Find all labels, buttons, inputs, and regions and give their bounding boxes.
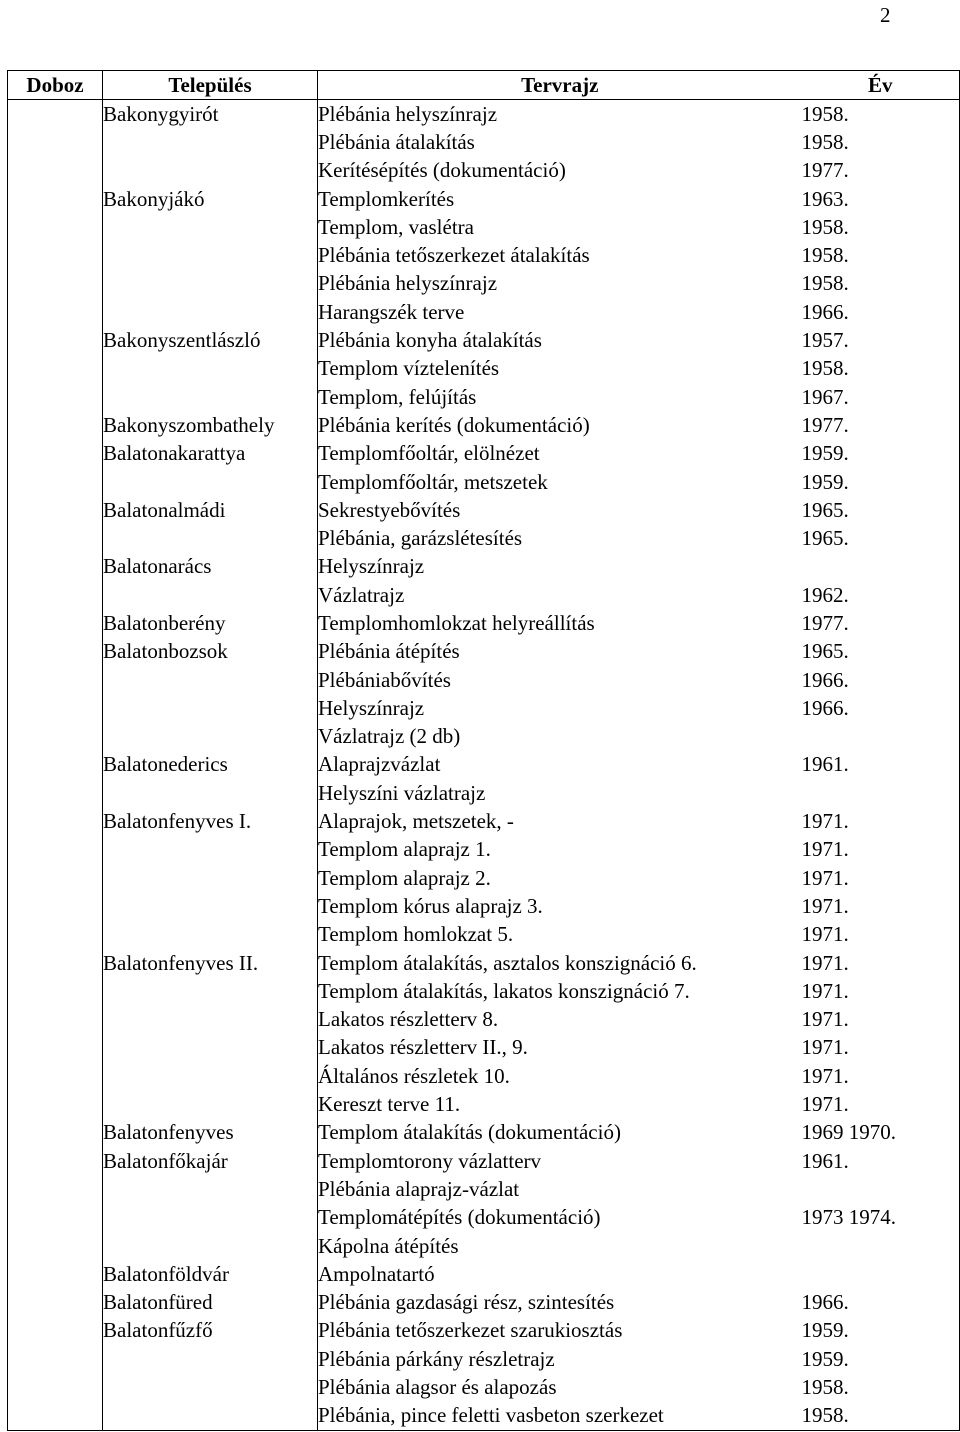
cell-tervrajz: Helyszínrajz (318, 554, 425, 579)
cell-ev: 1966. (802, 298, 960, 326)
cell-tervrajz: Helyszínrajz (318, 695, 425, 720)
cell-ev: 1958. (802, 1402, 960, 1431)
cell-ev: 1963. (802, 185, 960, 213)
cell-doboz (8, 185, 103, 213)
cell-ev: 1971. (802, 977, 960, 1005)
cell-tervrajz: Alaprajok, metszetek, - (318, 809, 514, 834)
cell-tervrajz: Templomkerítés (318, 186, 455, 211)
cell-telepules: Balatonalmádi (103, 496, 318, 524)
cell-telepules: Balatonföldvár (103, 1260, 318, 1288)
cell-telepules: Balatonfenyves II. (103, 949, 318, 977)
cell-tervrajz: Helyszíni vázlatrajz (318, 780, 486, 805)
cell-ev: 1958. (802, 100, 960, 129)
cell-telepules: Balatonfőkajár (103, 1147, 318, 1175)
table-row (8, 1062, 960, 1090)
column-header-ev: Év (802, 71, 960, 100)
cell-doboz (8, 1034, 103, 1062)
page-number: 2 (880, 3, 891, 27)
cell-telepules: Balatonfűzfő (103, 1317, 318, 1345)
cell-ev: 1971. (802, 949, 960, 977)
cell-tervrajz: Általános részletek 10. (318, 1063, 510, 1088)
cell-tervrajz: Lakatos részletterv 8. (318, 1007, 499, 1032)
table-body (8, 100, 960, 1431)
table-row (8, 751, 960, 779)
table-row (8, 128, 960, 156)
cell-telepules: Balatonfenyves (103, 1119, 318, 1147)
cell-doboz (8, 977, 103, 1005)
cell-doboz (8, 1373, 103, 1401)
cell-doboz (8, 1006, 103, 1034)
cell-ev: 1961. (802, 1147, 960, 1175)
cell-telepules (103, 723, 318, 751)
cell-ev: 1965. (802, 638, 960, 666)
cell-tervrajz: Templom alaprajz 1. (318, 837, 491, 862)
cell-doboz (8, 326, 103, 354)
table-row (8, 1232, 960, 1260)
cell-tervrajz: Templom, felújítás (318, 384, 477, 409)
cell-telepules (103, 779, 318, 807)
cell-telepules (103, 1034, 318, 1062)
table-row (8, 270, 960, 298)
column-header-doboz: Doboz (8, 71, 103, 100)
table-row (8, 383, 960, 411)
cell-ev (802, 1232, 960, 1260)
table-row (8, 1402, 960, 1431)
cell-tervrajz: Templom, vaslétra (318, 214, 474, 239)
cell-doboz (8, 1062, 103, 1090)
table-row (8, 100, 960, 129)
cell-telepules (103, 157, 318, 185)
cell-telepules (103, 581, 318, 609)
cell-telepules (103, 836, 318, 864)
cell-tervrajz: Plébánia helyszínrajz (318, 271, 498, 296)
cell-telepules (103, 524, 318, 552)
cell-doboz (8, 751, 103, 779)
cell-telepules (103, 666, 318, 694)
table-row (8, 1090, 960, 1118)
cell-tervrajz: Vázlatrajz (318, 582, 405, 607)
cell-tervrajz: Kerítésépítés (dokumentáció) (318, 158, 566, 183)
cell-tervrajz: Templom átalakítás, lakatos konszignáció 7. (318, 978, 690, 1003)
cell-doboz (8, 298, 103, 326)
cell-ev: 1971. (802, 836, 960, 864)
table-row (8, 553, 960, 581)
cell-telepules: Balatonberény (103, 609, 318, 637)
cell-tervrajz: Plébánia konyha átalakítás (318, 328, 542, 353)
cell-ev: 1971. (802, 864, 960, 892)
cell-telepules (103, 1090, 318, 1118)
cell-tervrajz: Plébániabővítés (318, 667, 451, 692)
cell-ev: 1971. (802, 807, 960, 835)
table-row (8, 977, 960, 1005)
cell-tervrajz: Plébánia helyszínrajz (318, 101, 498, 126)
cell-telepules: Bakonyszombathely (103, 411, 318, 439)
cell-tervrajz: Kápolna átépítés (318, 1233, 459, 1258)
cell-doboz (8, 1090, 103, 1118)
table-row (8, 1288, 960, 1316)
cell-ev: 1959. (802, 468, 960, 496)
cell-ev: 1958. (802, 270, 960, 298)
table-row (8, 1006, 960, 1034)
cell-telepules (103, 977, 318, 1005)
cell-doboz (8, 666, 103, 694)
table-row (8, 949, 960, 977)
cell-doboz (8, 1175, 103, 1203)
cell-ev: 1959. (802, 1345, 960, 1373)
cell-ev: 1958. (802, 1373, 960, 1401)
cell-ev: 1958. (802, 355, 960, 383)
cell-doboz (8, 157, 103, 185)
table-row (8, 1260, 960, 1288)
cell-doboz (8, 807, 103, 835)
cell-doboz (8, 779, 103, 807)
cell-tervrajz: Plébánia tetőszerkezet átalakítás (318, 243, 590, 268)
cell-ev: 1966. (802, 694, 960, 722)
archive-inventory-table (7, 70, 960, 1431)
cell-telepules (103, 1204, 318, 1232)
cell-ev: 1971. (802, 1062, 960, 1090)
cell-doboz (8, 864, 103, 892)
cell-telepules (103, 694, 318, 722)
cell-tervrajz: Plébánia gazdasági rész, szintesítés (318, 1290, 615, 1315)
cell-tervrajz: Lakatos részletterv II., 9. (318, 1035, 528, 1060)
cell-doboz (8, 355, 103, 383)
table-row (8, 468, 960, 496)
cell-ev: 1959. (802, 440, 960, 468)
cell-doboz (8, 921, 103, 949)
cell-doboz (8, 524, 103, 552)
cell-doboz (8, 100, 103, 129)
cell-telepules (103, 1062, 318, 1090)
cell-ev: 1971. (802, 1034, 960, 1062)
cell-doboz (8, 1260, 103, 1288)
cell-ev (802, 1260, 960, 1288)
cell-ev: 1962. (802, 581, 960, 609)
cell-tervrajz: Plébánia, pince feletti vasbeton szerkezet (318, 1402, 802, 1431)
table-row (8, 1204, 960, 1232)
cell-ev: 1971. (802, 1006, 960, 1034)
cell-telepules (103, 1006, 318, 1034)
cell-telepules (103, 1402, 318, 1431)
cell-tervrajz: Templomfőoltár, metszetek (318, 469, 548, 494)
cell-telepules: Balatonakarattya (103, 440, 318, 468)
cell-tervrajz: Kereszt terve 11. (318, 1092, 461, 1117)
cell-doboz (8, 411, 103, 439)
cell-telepules (103, 468, 318, 496)
cell-ev: 1965. (802, 524, 960, 552)
cell-telepules (103, 383, 318, 411)
cell-doboz (8, 1119, 103, 1147)
cell-doboz (8, 1345, 103, 1373)
cell-ev: 1977. (802, 157, 960, 185)
cell-ev: 1961. (802, 751, 960, 779)
table-header-row (8, 71, 960, 100)
table-row (8, 1317, 960, 1345)
table-row (8, 440, 960, 468)
cell-ev: 1973 1974. (802, 1204, 960, 1232)
cell-tervrajz: Templom kórus alaprajz 3. (318, 893, 543, 918)
table-row (8, 1373, 960, 1401)
cell-telepules (103, 213, 318, 241)
cell-doboz (8, 638, 103, 666)
cell-tervrajz: Ampolnatartó (318, 1261, 435, 1286)
cell-tervrajz: Plébánia tetőszerkezet szarukiosztás (318, 1318, 623, 1343)
cell-ev (802, 779, 960, 807)
table-row (8, 355, 960, 383)
cell-doboz (8, 694, 103, 722)
cell-ev: 1967. (802, 383, 960, 411)
table-row (8, 694, 960, 722)
cell-tervrajz: Templom víztelenítés (318, 356, 500, 381)
table-row (8, 581, 960, 609)
cell-doboz (8, 1402, 103, 1431)
table-row (8, 326, 960, 354)
cell-telepules (103, 241, 318, 269)
table-row (8, 609, 960, 637)
table-row (8, 213, 960, 241)
cell-doboz (8, 383, 103, 411)
cell-ev (802, 723, 960, 751)
cell-telepules: Balatonbozsok (103, 638, 318, 666)
cell-ev: 1971. (802, 921, 960, 949)
cell-tervrajz: Templom alaprajz 2. (318, 865, 491, 890)
cell-ev (802, 553, 960, 581)
cell-doboz (8, 270, 103, 298)
cell-doboz (8, 1204, 103, 1232)
table-row (8, 807, 960, 835)
cell-tervrajz: Sekrestyebővítés (318, 497, 461, 522)
cell-ev: 1959. (802, 1317, 960, 1345)
cell-doboz (8, 836, 103, 864)
cell-doboz (8, 128, 103, 156)
cell-ev: 1958. (802, 241, 960, 269)
cell-ev (802, 1175, 960, 1203)
table-row (8, 779, 960, 807)
table-row (8, 1119, 960, 1147)
cell-telepules (103, 355, 318, 383)
table-row (8, 1175, 960, 1203)
table-row (8, 496, 960, 524)
cell-doboz (8, 609, 103, 637)
cell-doboz (8, 553, 103, 581)
cell-ev: 1971. (802, 1090, 960, 1118)
cell-tervrajz: Templomátépítés (dokumentáció) (318, 1205, 601, 1230)
cell-doboz (8, 1232, 103, 1260)
cell-doboz (8, 1288, 103, 1316)
table-row (8, 723, 960, 751)
cell-tervrajz: Plébánia átalakítás (318, 129, 475, 154)
cell-doboz (8, 723, 103, 751)
cell-ev: 1977. (802, 411, 960, 439)
table-row (8, 836, 960, 864)
cell-tervrajz: Plébánia párkány részletrajz (318, 1346, 555, 1371)
cell-doboz (8, 496, 103, 524)
cell-ev: 1958. (802, 128, 960, 156)
cell-tervrajz: Templomfőoltár, elölnézet (318, 441, 540, 466)
cell-telepules (103, 1175, 318, 1203)
cell-doboz (8, 213, 103, 241)
column-header-telepules: Település (103, 71, 318, 100)
table-row (8, 638, 960, 666)
cell-tervrajz: Plébánia átépítés (318, 639, 460, 664)
table-row (8, 1345, 960, 1373)
cell-doboz (8, 1317, 103, 1345)
cell-tervrajz: Plébánia kerítés (dokumentáció) (318, 412, 590, 437)
cell-telepules: Balatonfenyves I. (103, 807, 318, 835)
cell-ev: 1966. (802, 666, 960, 694)
cell-ev: 1958. (802, 213, 960, 241)
cell-doboz (8, 892, 103, 920)
cell-tervrajz: Templom homlokzat 5. (318, 922, 514, 947)
cell-ev: 1965. (802, 496, 960, 524)
table-row (8, 666, 960, 694)
cell-tervrajz: Harangszék terve (318, 299, 465, 324)
cell-telepules (103, 864, 318, 892)
cell-telepules (103, 1345, 318, 1373)
cell-tervrajz: Templomtorony vázlatterv (318, 1148, 542, 1173)
cell-ev: 1957. (802, 326, 960, 354)
table-row (8, 1147, 960, 1175)
cell-telepules: Balatonfüred (103, 1288, 318, 1316)
cell-telepules (103, 270, 318, 298)
cell-ev: 1969 1970. (802, 1119, 960, 1147)
table-row (8, 185, 960, 213)
cell-tervrajz: Templom átalakítás, asztalos konszignáció 6. (318, 950, 697, 975)
table-row (8, 1034, 960, 1062)
cell-tervrajz: Templom átalakítás (dokumentáció) (318, 1120, 621, 1145)
cell-doboz (8, 1147, 103, 1175)
cell-telepules (103, 128, 318, 156)
cell-ev: 1971. (802, 892, 960, 920)
cell-telepules (103, 298, 318, 326)
cell-tervrajz: Plébánia alaprajz-vázlat (318, 1176, 520, 1201)
cell-ev: 1977. (802, 609, 960, 637)
cell-tervrajz: Vázlatrajz (2 db) (318, 724, 461, 749)
cell-doboz (8, 241, 103, 269)
cell-telepules: Balatonederics (103, 751, 318, 779)
cell-telepules: Bakonyjákó (103, 185, 318, 213)
cell-ev: 1966. (802, 1288, 960, 1316)
cell-tervrajz: Plébánia, garázslétesítés (318, 526, 523, 551)
cell-telepules (103, 892, 318, 920)
cell-telepules: Balatonarács (103, 553, 318, 581)
cell-doboz (8, 468, 103, 496)
table-row (8, 921, 960, 949)
column-header-tervrajz: Tervrajz (318, 71, 802, 100)
cell-telepules (103, 1373, 318, 1401)
table-row (8, 892, 960, 920)
cell-telepules (103, 921, 318, 949)
table-row (8, 298, 960, 326)
cell-doboz (8, 581, 103, 609)
cell-tervrajz: Templomhomlokzat helyreállítás (318, 610, 595, 635)
cell-tervrajz: Plébánia alagsor és alapozás (318, 1375, 557, 1399)
cell-telepules: Bakonyszentlászló (103, 326, 318, 354)
table-row (8, 157, 960, 185)
table-row (8, 411, 960, 439)
table-row (8, 241, 960, 269)
cell-telepules: Bakonygyirót (103, 100, 318, 129)
cell-doboz (8, 440, 103, 468)
cell-tervrajz: Alaprajzvázlat (318, 752, 441, 777)
table-row (8, 524, 960, 552)
cell-telepules (103, 1232, 318, 1260)
cell-doboz (8, 949, 103, 977)
table-row (8, 864, 960, 892)
